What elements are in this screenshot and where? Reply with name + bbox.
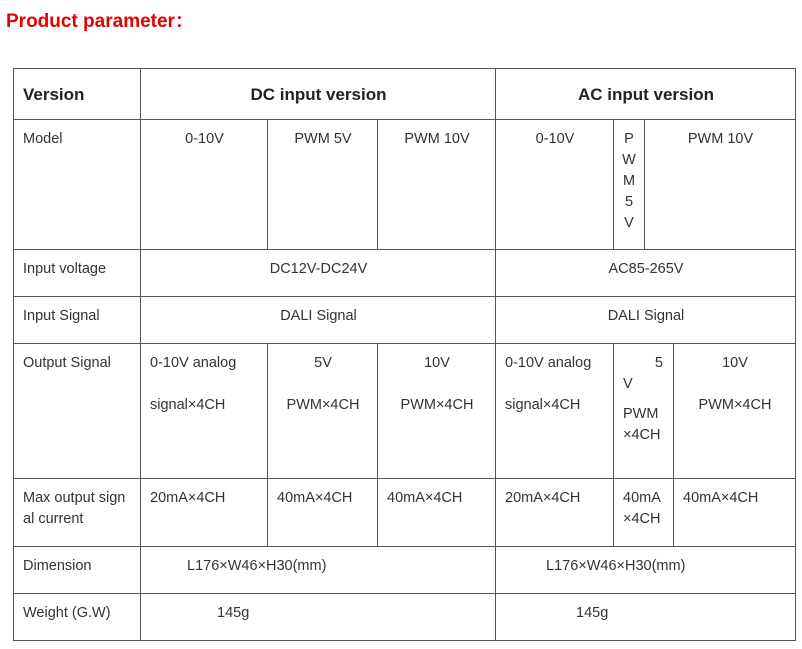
ac-version-header: AC input version bbox=[496, 69, 796, 120]
input-signal-label: Input Signal bbox=[14, 297, 141, 344]
cell-line: ×4CH bbox=[623, 427, 661, 443]
cell-line: 5V bbox=[314, 355, 332, 371]
max-output-dc-3: 40mA×4CH bbox=[378, 479, 496, 547]
cell-line: PWM×4CH bbox=[286, 397, 360, 413]
input-signal-dc: DALI Signal bbox=[141, 297, 496, 344]
cell-line: PWM×4CH bbox=[698, 397, 772, 413]
output-signal-ac-10v bbox=[674, 344, 796, 479]
model-ac-pwm5v-char: M bbox=[622, 173, 636, 189]
dimension-dc: L176×W46×H30(mm) bbox=[141, 547, 496, 594]
table-row-dimension bbox=[14, 547, 796, 594]
cell-line: 10V bbox=[722, 355, 748, 371]
model-dc-0-10v: 0-10V bbox=[141, 120, 268, 250]
cell-line: 10V bbox=[424, 355, 450, 371]
product-parameter-table bbox=[13, 68, 796, 641]
dimension-label: Dimension bbox=[14, 547, 141, 594]
version-header-label: Version bbox=[14, 69, 141, 120]
weight-label: Weight (G.W) bbox=[14, 594, 141, 641]
table-row-output-signal bbox=[14, 344, 796, 479]
model-ac-pwm5v-char: W bbox=[622, 152, 636, 168]
dc-version-header: DC input version bbox=[141, 69, 496, 120]
table-row-weight bbox=[14, 594, 796, 641]
model-ac-0-10v: 0-10V bbox=[496, 120, 614, 250]
model-dc-pwm5v: PWM 5V bbox=[268, 120, 378, 250]
output-signal-ac-analog bbox=[496, 344, 614, 479]
cell-line: 0-10V analog bbox=[505, 355, 592, 371]
model-label: Model bbox=[14, 120, 141, 250]
cell-line: 0-10V analog bbox=[150, 355, 237, 371]
max-output-label bbox=[14, 479, 141, 547]
table-row-version bbox=[14, 69, 796, 120]
dimension-ac: L176×W46×H30(mm) bbox=[496, 547, 796, 594]
max-output-dc-1: 20mA×4CH bbox=[141, 479, 268, 547]
max-output-ac-3: 40mA×4CH bbox=[674, 479, 796, 547]
output-signal-dc-10v bbox=[378, 344, 496, 479]
cell-line: PWM bbox=[623, 406, 659, 422]
max-output-ac-1: 20mA×4CH bbox=[496, 479, 614, 547]
output-signal-dc-analog bbox=[141, 344, 268, 479]
max-output-dc-2: 40mA×4CH bbox=[268, 479, 378, 547]
input-voltage-ac: AC85-265V bbox=[496, 250, 796, 297]
cell-line: V bbox=[623, 376, 633, 392]
model-ac-pwm5v-char: V bbox=[624, 215, 634, 231]
table-row-input-voltage bbox=[14, 250, 796, 297]
input-signal-ac: DALI Signal bbox=[496, 297, 796, 344]
table-row-input-signal bbox=[14, 297, 796, 344]
cell-line: signal×4CH bbox=[505, 397, 581, 413]
cell-line: signal×4CH bbox=[150, 397, 226, 413]
model-ac-pwm5v-char: P bbox=[624, 131, 634, 147]
table-row-max-output bbox=[14, 479, 796, 547]
model-ac-pwm5v bbox=[614, 120, 645, 250]
input-voltage-dc: DC12V-DC24V bbox=[141, 250, 496, 297]
output-signal-label: Output Signal bbox=[14, 344, 141, 479]
cell-line: Max output sign bbox=[23, 490, 126, 506]
table-row-model bbox=[14, 120, 796, 250]
cell-line: ×4CH bbox=[623, 511, 661, 527]
cell-line: PWM×4CH bbox=[400, 397, 474, 413]
weight-dc: 145g bbox=[141, 594, 496, 641]
model-ac-pwm10v: PWM 10V bbox=[645, 120, 796, 250]
output-signal-dc-5v bbox=[268, 344, 378, 479]
model-dc-pwm10v: PWM 10V bbox=[378, 120, 496, 250]
output-signal-ac-5v bbox=[614, 344, 674, 479]
max-output-ac-2 bbox=[614, 479, 674, 547]
page-title: Product parameter： bbox=[6, 11, 194, 32]
cell-line: al current bbox=[23, 511, 84, 527]
cell-line: 5 bbox=[654, 355, 663, 371]
weight-ac: 145g bbox=[496, 594, 796, 641]
cell-line: 40mA bbox=[623, 490, 661, 506]
model-ac-pwm5v-char: 5 bbox=[624, 194, 634, 210]
input-voltage-label: Input voltage bbox=[14, 250, 141, 297]
